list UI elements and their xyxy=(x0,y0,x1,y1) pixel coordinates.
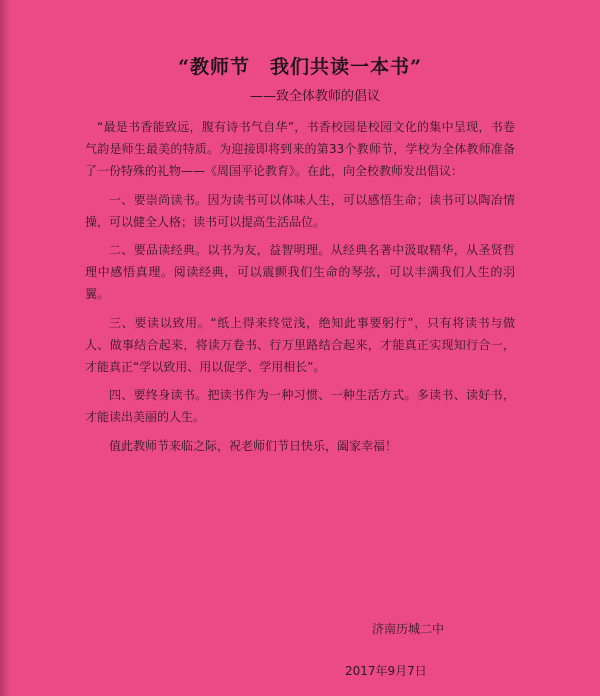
paragraph-item-1: 一、要崇尚读书。因为读书可以体味人生，可以感悟生命；读书可以陶冶情操，可以健全人格；读书可以提高生活品位。 xyxy=(85,192,515,229)
signature-school: 济南历城二中 xyxy=(372,622,445,636)
document-title: “教师节 我们共读一本书” xyxy=(178,56,422,78)
paragraph-closing: 值此教师节来临之际，祝老师们节日快乐，阖家幸福！ xyxy=(109,438,398,453)
document-body xyxy=(85,116,515,463)
paragraph-intro: “最是书香能致远，腹有诗书气自华”，书香校园是校园文化的集中呈现，书卷气韵是师生最美的特质。为迎接即将到来的第33个教师节，学校为全体教师准备了一份特殊的礼物——《周国平论教育》。在此，向全校教师发出倡议： xyxy=(85,120,515,179)
paragraph-item-4: 四、要终身读书。把读书作为一种习惯、一种生活方式。多读书、读好书，才能读出美丽的人生。 xyxy=(85,388,515,425)
paragraph-item-3: 三、要读以致用。“纸上得来终觉浅，绝知此事要躬行”，只有将读书与做人、做事结合起来，将读万卷书、行万里路结合起来，才能真正实现知行合一，才能真正“学以致用、用以促学、学用相长”。 xyxy=(85,315,515,375)
signature-date: 2017年9月7日 xyxy=(345,664,427,678)
document-subtitle: ——致全体教师的倡议 xyxy=(250,89,381,104)
scan-edge-shadow xyxy=(0,0,10,696)
paragraph-item-2: 二、要品读经典。以书为友，益智明理。从经典名著中汲取精华，从圣贤哲理中感悟真理。阅读经典，可以震颤我们生命的琴弦，可以丰满我们人生的羽翼。 xyxy=(85,243,515,302)
